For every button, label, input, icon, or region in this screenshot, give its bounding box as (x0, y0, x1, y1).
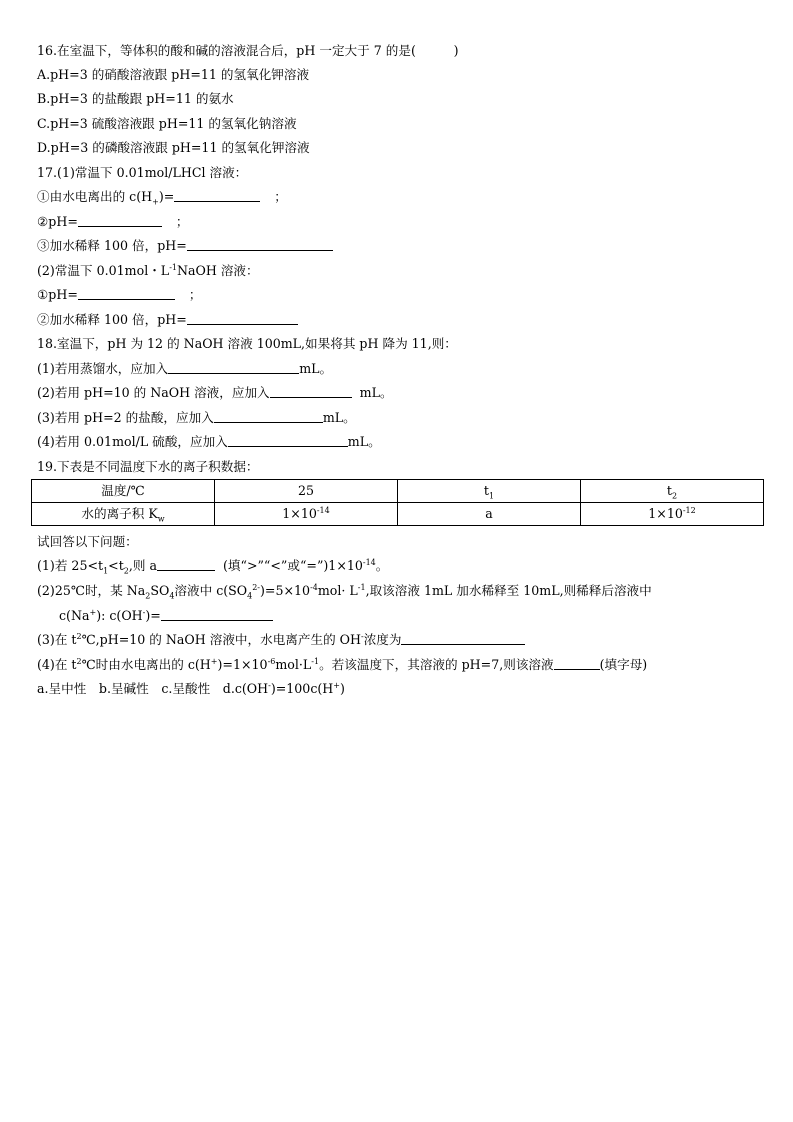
q18-sub1: (1)若用蒸馏水，应加入 mL。 (37, 361, 333, 376)
q17-part1-item1: ①由水电离出的 $c(H_+)=$ ； (37, 189, 287, 207)
q19-stem: 19.下表是不同温度下水的离子积数据： (37, 459, 259, 474)
q17-part2-item1: ①pH= ； (37, 287, 202, 302)
q18-stem: 18.室温下，pH 为 12 的 NaOH 溶液 100mL,如果将其 pH 降为 11,则： (37, 336, 457, 351)
answer-blank[interactable] (554, 657, 600, 670)
q18-sub4: (4)若用 0.01mol/L 硫酸，应加入 mL。 (37, 434, 381, 449)
q16-option-c: C.pH=3 硫酸溶液跟 pH=11 的氢氧化钠溶液 (37, 116, 297, 131)
answer-blank[interactable] (214, 410, 323, 423)
q18-sub3: (3)若用 pH=2 的盐酸，应加入 mL。 (37, 410, 356, 425)
q16-option-a: A.pH=3 的硝酸溶液跟 pH=11 的氢氧化钾溶液 (37, 67, 310, 82)
q17-part1-item3: ③加水稀释 100 倍，pH= (37, 238, 333, 254)
q16-option-b: B.pH=3 的盐酸跟 pH=11 的氨水 (37, 91, 234, 106)
q19-intro: 试回答以下问题： (37, 534, 138, 549)
q19-sub2-cont: c(Na+): c(OH-)= (59, 608, 273, 624)
q18-sub2: (2)若用 pH=10 的 NaOH 溶液，应加入 mL。 (37, 385, 393, 400)
table-cell: $1\times 10^{-12}$ (581, 503, 764, 526)
answer-blank[interactable] (161, 608, 273, 621)
table-cell: $t_1$ (398, 480, 581, 503)
table-cell: $t_2$ (581, 480, 764, 503)
q19-sub1: (1)若 $25<t_1<t_2$,则 a (填“>”“<”或“$=”)1\times 10^{-14}$。 (37, 557, 389, 576)
q19-sub4: (4)在 $t^2℃$时由水电离出的 $c(H^+)=1\times 10^{-6}mol\cdot L^{-1}$。若该温度下，其溶液的 pH=7,则该溶液 (填字母) (37, 656, 648, 672)
answer-blank[interactable] (157, 558, 215, 571)
q17-part2-item2: ②加水稀释 100 倍，pH= (37, 312, 298, 328)
answer-blank[interactable] (187, 238, 333, 251)
q19-sub2: (2)25℃时，某 $Na_2SO_4$溶液中 $c(SO_4^{2-})=5\times 10^{-4}mol\cdot L^{-1}$,取该溶液 1mL 加水稀释至 10mL,则稀释后溶液中 (37, 582, 652, 601)
q17-part2-stem: (2)常温下 0.01mol・$L^{-1}NaOH$ 溶液： (37, 262, 259, 278)
q19-sub4-options: a.呈中性 b.呈碱性 c.呈酸性 d.c(OH-)=100c(H+) (37, 680, 345, 696)
table-row (32, 480, 764, 503)
q17-part1-item2: ②pH= ； (37, 214, 189, 229)
q16-option-d: D.pH=3 的磷酸溶液跟 pH=11 的氢氧化钾溶液 (37, 140, 310, 155)
answer-blank[interactable] (228, 434, 348, 447)
answer-blank[interactable] (174, 189, 260, 202)
answer-blank[interactable] (401, 632, 525, 645)
q16-stem: 16.在室温下，等体积的酸和碱的溶液混合后，pH 一定大于 7 的是( ) (37, 43, 459, 58)
ion-product-table (31, 479, 764, 526)
answer-blank[interactable] (270, 385, 352, 398)
table-row (32, 503, 764, 526)
answer-blank[interactable] (78, 214, 162, 227)
q17-part1-stem: 17.(1)常温下 0.01mol/LHCl 溶液： (37, 165, 248, 180)
table-cell: a (398, 503, 581, 526)
table-cell: $1\times 10^{-14}$ (215, 503, 398, 526)
table-cell: 水的离子积 $K_w$ (32, 503, 215, 526)
q19-sub3: (3)在 $t^2℃,pH=10$ 的 NaOH 溶液中，水电离产生的 OH-浓度为 (37, 632, 525, 648)
answer-blank[interactable] (78, 287, 175, 300)
answer-blank[interactable] (168, 361, 299, 374)
table-cell: 25 (215, 480, 398, 503)
answer-blank[interactable] (187, 312, 298, 325)
table-cell: 温度/℃ (32, 480, 215, 503)
